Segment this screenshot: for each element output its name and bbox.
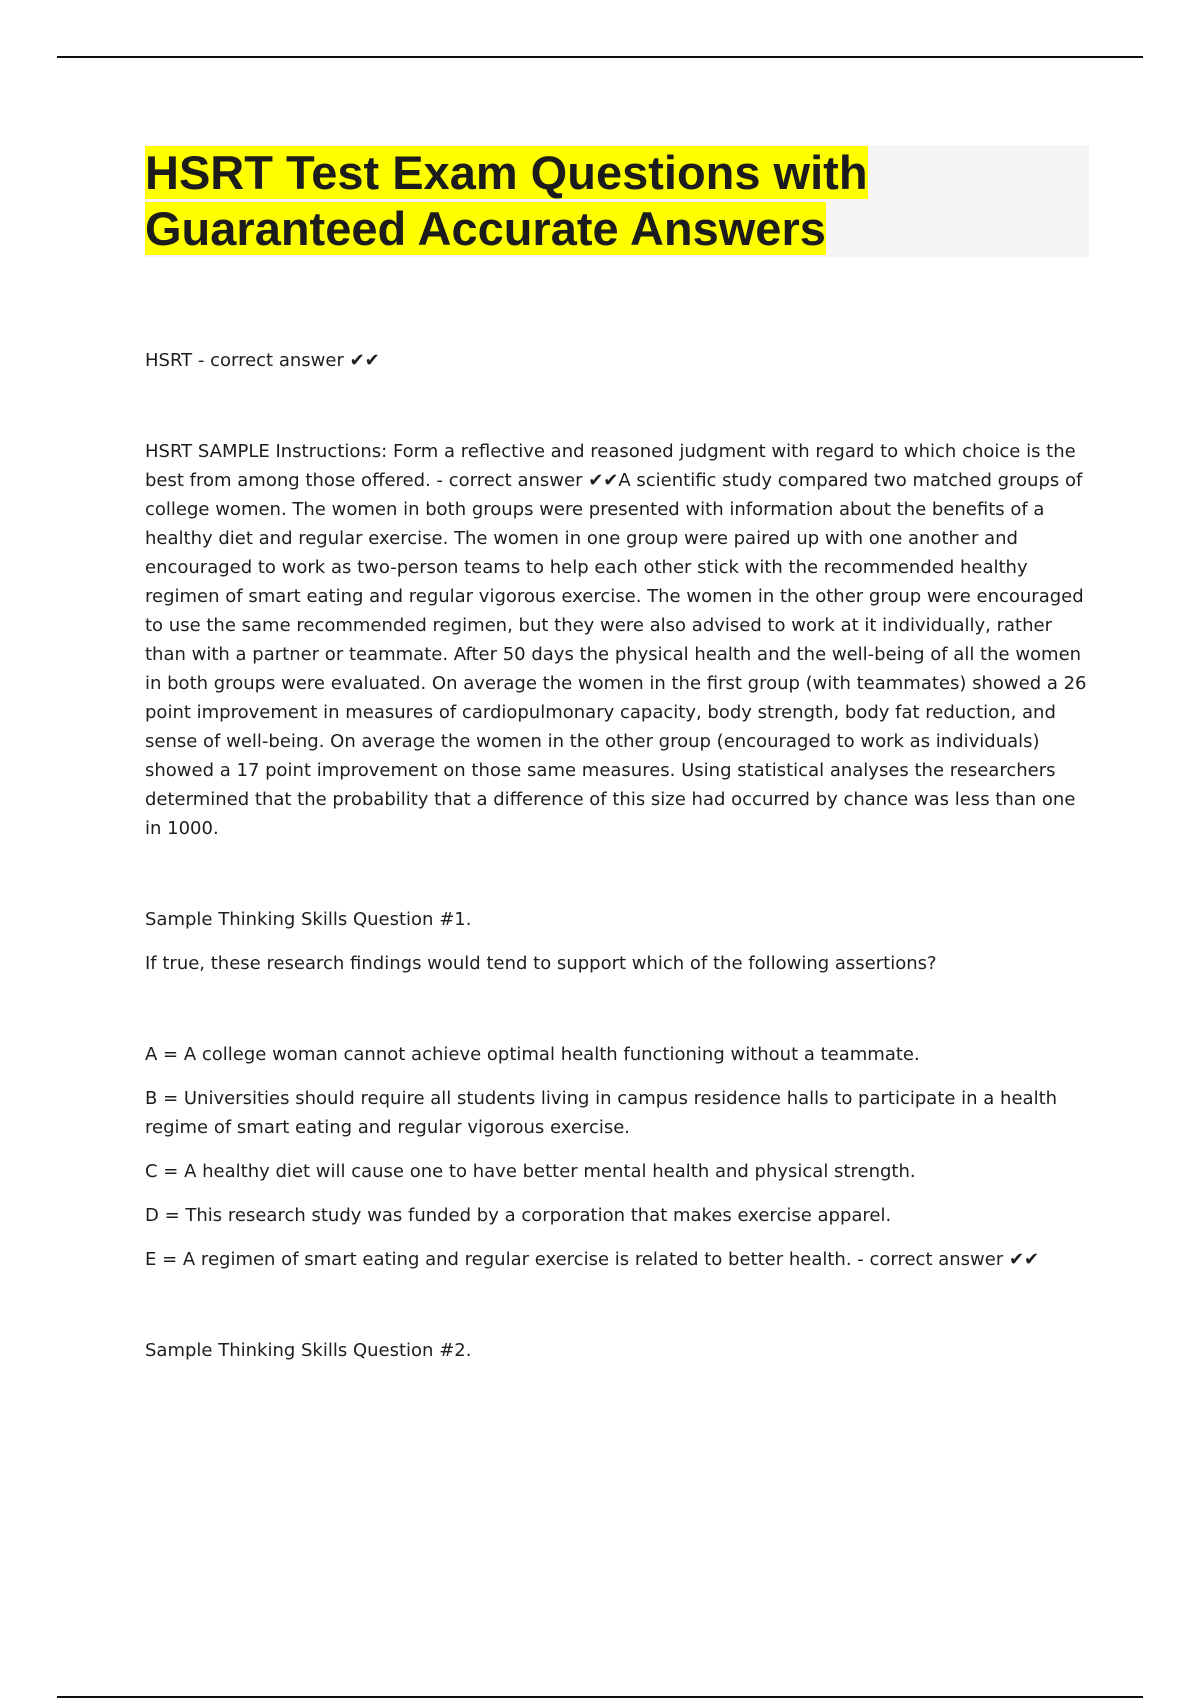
subtitle-answer: HSRT - correct answer ✔✔ (145, 350, 380, 371)
option-c: C = A healthy diet will cause one to have better mental health and physical strength. (145, 1161, 916, 1182)
document-body (145, 346, 1090, 1365)
option-a: A = A college woman cannot achieve optimal health functioning without a teammate. (145, 1044, 920, 1065)
title-line-1: HSRT Test Exam Questions with (145, 146, 868, 199)
option-d: D = This research study was funded by a corporation that makes exercise apparel. (145, 1205, 892, 1226)
title-block (145, 145, 1089, 257)
header-rule (57, 56, 1143, 58)
footer-rule (57, 1696, 1143, 1698)
instructions-paragraph: HSRT SAMPLE Instructions: Form a reflective and reasoned judgment with regard to which choice is the best from among those offered. - correct answer ✔✔A scientific study compared two matched groups of college women. The women in both groups were presented with information about the benefits of a healthy diet and regular exercise. The women in one group were paired up with one another and encouraged to work as two-person teams to help each other stick with the recommended healthy regimen of smart eating and regular vigorous exercise. The women in the other group were encouraged to use the same recommended regimen, but they were also advised to work at it individually, rather than with a partner or teammate. After 50 days the physical health and the well-being of all the women in both groups were evaluated. On average the women in the first group (with teammates) showed a 26 point improvement in measures of cardiopulmonary capacity, body strength, body fat reduction, and sense of well-being. On average the women in the other group (encouraged to work as individuals) showed a 17 point improvement on those same measures. Using statistical analyses the researchers determined that the probability that a difference of this size had occurred by chance was less than one in 1000. (145, 441, 1087, 839)
question-2-heading: Sample Thinking Skills Question #2. (145, 1340, 472, 1361)
question-1-heading: Sample Thinking Skills Question #1. (145, 909, 472, 930)
document-title (145, 145, 1089, 257)
option-e: E = A regimen of smart eating and regular exercise is related to better health. - correct answer ✔✔ (145, 1249, 1040, 1270)
question-1-prompt: If true, these research findings would tend to support which of the following assertions? (145, 953, 937, 974)
title-line-2: Guaranteed Accurate Answers (145, 202, 826, 255)
option-b: B = Universities should require all students living in campus residence halls to participate in a health regime of smart eating and regular vigorous exercise. (145, 1088, 1058, 1138)
